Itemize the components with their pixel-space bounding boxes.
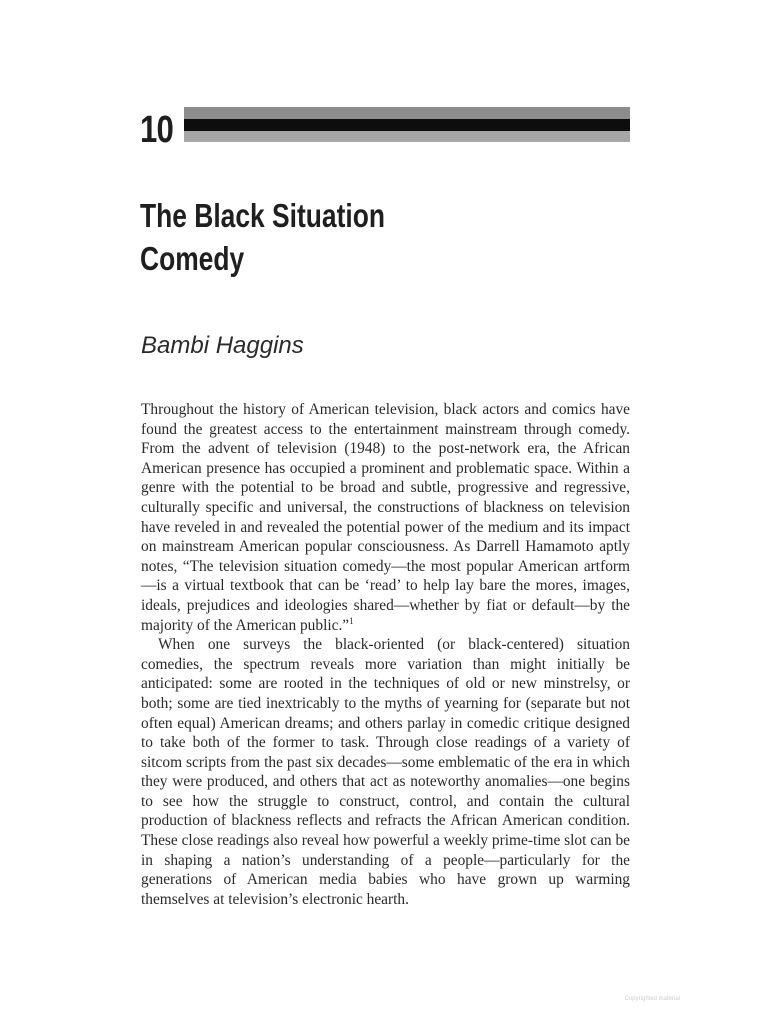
author-name: Bambi Haggins [141,332,304,359]
paragraph [141,635,630,909]
chapter-rule-bottom [184,131,630,142]
footnote-reference[interactable]: 1 [349,615,354,626]
chapter-number: 10 [140,109,174,151]
body-text [141,400,630,909]
chapter-rule-top [184,107,630,119]
paragraph-1-text: Throughout the history of American television, black actors and comics have found the greatest access to the entertainment mainstream through comedy. From the advent of television (1948) to the post-network era, the African American presence has occupied a prominent and problematic space. Within a genre with the potential to be broad and subtle, progressive and regressive, culturally specific and universal, the constructions of blackness on television have reveled in and revealed the potential power of the medium and its impact on mainstream American popular consciousness. As Darrell Hamamoto aptly notes, “The television situation comedy—the most popular American artform—is a virtual textbook that can be ‘read’ to help lay bare the mores, images, ideals, prejudices and ideologies shared—whether by fiat or default—by the majority of the American public.” [141,401,630,634]
chapter-title-line2: Comedy [140,240,245,277]
copyright-watermark: Copyrighted material [624,996,680,1002]
paragraph [141,400,630,635]
chapter-title-line1: The Black Situation [140,197,385,234]
chapter-title [140,194,460,280]
paragraph-2-text: When one surveys the black-oriented (or black-centered) situation comedies, the spectrum reveals more variation than might initially be anticipated: some are rooted in the techniques of old or new minstrelsy, or both; some are tied inextricably to the myths of yearning for (separate but not often equal) American dreams; and others parlay in comedic critique designed to take both of the former to task. Through close readings of a variety of sitcom scripts from the past six decades—some emblematic of the era in which they were produced, and others that act as noteworthy anomalies—one begins to see how the struggle to construct, control, and contain the cultural production of blackness reflects and refracts the African American condition. These close readings also reveal how powerful a weekly prime-time slot can be in shaping a nation’s understanding of a people—particularly for the generations of American media babies who have grown up warming themselves at television’s electronic hearth. [141,636,630,908]
chapter-rule-middle [184,119,630,131]
